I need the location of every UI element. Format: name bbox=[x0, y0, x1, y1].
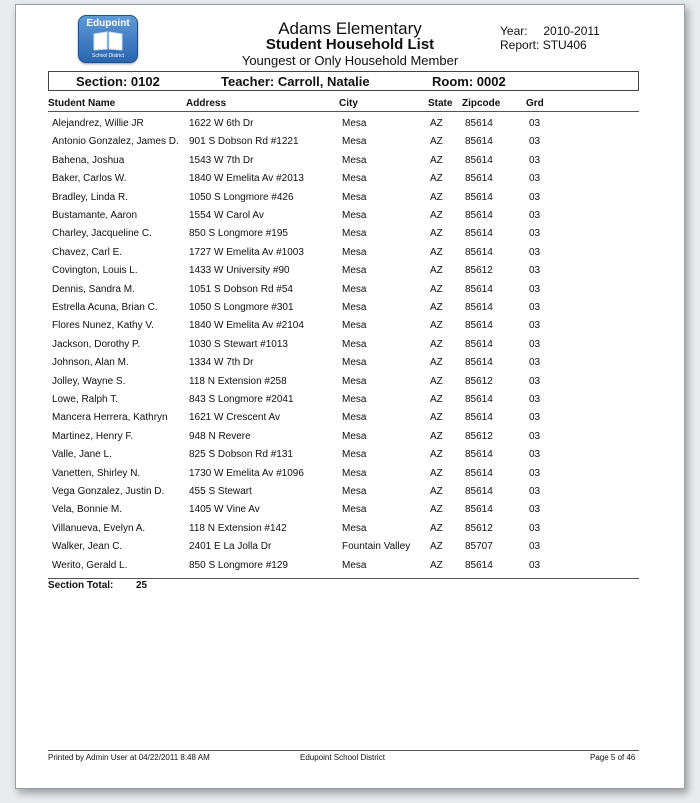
student-grade: 03 bbox=[529, 118, 541, 129]
table-row bbox=[16, 228, 684, 246]
student-address: 850 S Longmore #129 bbox=[189, 559, 288, 571]
student-grade: 03 bbox=[529, 357, 541, 369]
section-total-value: 25 bbox=[136, 580, 148, 591]
student-zip: 85614 bbox=[465, 559, 493, 571]
student-address: 1051 S Dobson Rd #54 bbox=[189, 283, 293, 295]
student-zip: 85612 bbox=[465, 430, 493, 442]
student-address: 2401 E La Jolla Dr bbox=[189, 541, 272, 553]
student-state: AZ bbox=[430, 394, 443, 405]
student-zip: 85614 bbox=[465, 504, 493, 516]
table-row bbox=[16, 136, 684, 154]
student-name: Bahena, Joshua bbox=[52, 154, 125, 166]
student-name: Martinez, Henry F. bbox=[52, 430, 134, 442]
header-divider bbox=[48, 111, 639, 112]
student-zip: 85614 bbox=[465, 228, 493, 240]
student-name: Estrella Acuna, Brian C. bbox=[52, 302, 158, 313]
student-grade: 03 bbox=[529, 154, 541, 166]
student-state: AZ bbox=[430, 430, 443, 442]
table-row bbox=[16, 560, 684, 578]
footer-page-number: Page 5 of 46 bbox=[590, 753, 636, 762]
table-row bbox=[16, 504, 684, 522]
report-subtitle: Youngest or Only Household Member bbox=[241, 53, 459, 68]
student-grade: 03 bbox=[529, 283, 541, 295]
student-grade: 03 bbox=[529, 265, 541, 277]
student-grade: 03 bbox=[529, 394, 541, 405]
table-row bbox=[16, 155, 684, 173]
student-address: 118 N Extension #258 bbox=[189, 375, 287, 387]
student-name: Bradley, Linda R. bbox=[52, 191, 128, 203]
column-header-zip: Zipcode bbox=[462, 98, 501, 109]
student-grade: 03 bbox=[529, 173, 541, 185]
student-zip: 85614 bbox=[465, 173, 493, 185]
student-state: AZ bbox=[430, 302, 443, 313]
table-row bbox=[16, 320, 684, 338]
student-city: Mesa bbox=[342, 154, 367, 166]
student-grade: 03 bbox=[529, 191, 541, 203]
student-name: Dennis, Sandra M. bbox=[52, 283, 135, 295]
student-grade: 03 bbox=[529, 302, 541, 313]
student-name: Johnson, Alan M. bbox=[52, 357, 129, 369]
student-state: AZ bbox=[430, 154, 443, 166]
student-zip: 85614 bbox=[465, 283, 493, 295]
student-state: AZ bbox=[430, 136, 443, 148]
student-name: Villanueva, Evelyn A. bbox=[52, 522, 146, 534]
student-grade: 03 bbox=[529, 136, 541, 148]
student-grade: 03 bbox=[529, 486, 541, 497]
column-header-address: Address bbox=[186, 98, 227, 109]
report-meta bbox=[500, 38, 587, 52]
student-zip: 85614 bbox=[465, 210, 493, 221]
student-zip: 85707 bbox=[465, 541, 493, 553]
student-name: Vega Gonzalez, Justin D. bbox=[52, 486, 165, 497]
student-name: Vanetten, Shirley N. bbox=[52, 467, 141, 479]
student-address: 1405 W Vine Av bbox=[189, 504, 260, 516]
student-address: 1030 S Stewart #1013 bbox=[189, 338, 288, 350]
column-header-name: Student Name bbox=[48, 98, 116, 109]
student-city: Mesa bbox=[342, 486, 367, 497]
table-row bbox=[16, 541, 684, 559]
student-state: AZ bbox=[430, 541, 443, 553]
student-zip: 85614 bbox=[465, 394, 493, 405]
student-address: 1050 S Longmore #426 bbox=[189, 191, 294, 203]
student-grade: 03 bbox=[529, 467, 541, 479]
report-label: Report: bbox=[500, 38, 540, 52]
year-label: Year: bbox=[500, 24, 528, 38]
student-grade: 03 bbox=[529, 504, 541, 516]
student-state: AZ bbox=[430, 265, 443, 277]
table-row bbox=[16, 247, 684, 265]
student-grade: 03 bbox=[529, 375, 541, 387]
student-address: 1554 W Carol Av bbox=[189, 210, 264, 221]
student-state: AZ bbox=[430, 449, 443, 461]
year-value: 2010-2011 bbox=[543, 24, 600, 38]
student-state: AZ bbox=[430, 357, 443, 369]
student-state: AZ bbox=[430, 375, 443, 387]
section-number: Section: 0102 bbox=[76, 74, 160, 89]
footer-printed-by: Printed by Admin User at 04/22/2011 8:48 AM bbox=[48, 753, 210, 762]
student-city: Mesa bbox=[342, 430, 367, 442]
student-address: 1621 W Crescent Av bbox=[189, 412, 280, 424]
student-address: 1050 S Longmore #301 bbox=[189, 302, 294, 313]
column-header-city: City bbox=[339, 98, 358, 109]
student-state: AZ bbox=[430, 210, 443, 221]
student-zip: 85614 bbox=[465, 246, 493, 258]
student-state: AZ bbox=[430, 486, 443, 497]
table-end-divider bbox=[48, 578, 639, 579]
year-meta bbox=[500, 24, 600, 38]
table-row bbox=[16, 523, 684, 541]
student-city: Fountain Valley bbox=[342, 541, 411, 553]
student-address: 948 N Revere bbox=[189, 430, 251, 442]
student-state: AZ bbox=[430, 412, 443, 424]
student-city: Mesa bbox=[342, 375, 367, 387]
table-row bbox=[16, 173, 684, 191]
student-grade: 03 bbox=[529, 430, 541, 442]
student-zip: 85614 bbox=[465, 357, 493, 369]
student-name: Vela, Bonnie M. bbox=[52, 504, 123, 516]
student-name: Mancera Herrera, Kathryn bbox=[52, 412, 168, 424]
table-row bbox=[16, 412, 684, 430]
student-zip: 85614 bbox=[465, 486, 493, 497]
student-name: Charley, Jacqueline C. bbox=[52, 228, 152, 240]
student-zip: 85614 bbox=[465, 302, 493, 313]
student-name: Werito, Gerald L. bbox=[52, 559, 128, 571]
student-city: Mesa bbox=[342, 191, 367, 203]
table-row bbox=[16, 192, 684, 210]
student-address: 455 S Stewart bbox=[189, 486, 252, 497]
student-grade: 03 bbox=[529, 210, 541, 221]
table-row bbox=[16, 210, 684, 228]
student-zip: 85612 bbox=[465, 265, 493, 277]
student-state: AZ bbox=[430, 467, 443, 479]
student-name: Valle, Jane L. bbox=[52, 449, 112, 461]
logo-brand-text: Edupoint bbox=[86, 18, 130, 29]
school-name: Adams Elementary bbox=[278, 19, 422, 38]
student-zip: 85612 bbox=[465, 375, 493, 387]
table-row bbox=[16, 394, 684, 412]
student-state: AZ bbox=[430, 504, 443, 516]
student-address: 843 S Longmore #2041 bbox=[189, 394, 294, 405]
student-grade: 03 bbox=[529, 559, 541, 571]
student-name: Jolley, Wayne S. bbox=[52, 375, 126, 387]
student-grade: 03 bbox=[529, 320, 541, 332]
student-address: 901 S Dobson Rd #1221 bbox=[189, 136, 299, 148]
student-state: AZ bbox=[430, 246, 443, 258]
student-state: AZ bbox=[430, 338, 443, 350]
student-city: Mesa bbox=[342, 246, 367, 258]
footer-divider bbox=[48, 750, 639, 751]
logo-sub-text: School District bbox=[92, 53, 124, 59]
student-address: 1730 W Emelita Av #1096 bbox=[189, 467, 304, 479]
table-row bbox=[16, 357, 684, 375]
student-zip: 85614 bbox=[465, 118, 493, 129]
student-city: Mesa bbox=[342, 136, 367, 148]
student-city: Mesa bbox=[342, 338, 367, 350]
student-name: Lowe, Ralph T. bbox=[52, 394, 118, 405]
table-row bbox=[16, 265, 684, 283]
student-state: AZ bbox=[430, 283, 443, 295]
student-city: Mesa bbox=[342, 210, 367, 221]
student-zip: 85614 bbox=[465, 320, 493, 332]
student-name: Flores Nunez, Kathy V. bbox=[52, 320, 154, 332]
student-zip: 85614 bbox=[465, 467, 493, 479]
student-state: AZ bbox=[430, 320, 443, 332]
teacher-name: Teacher: Carroll, Natalie bbox=[221, 74, 370, 89]
student-state: AZ bbox=[430, 228, 443, 240]
student-city: Mesa bbox=[342, 449, 367, 461]
student-zip: 85614 bbox=[465, 136, 493, 148]
student-address: 1840 W Emelita Av #2013 bbox=[189, 173, 304, 185]
student-city: Mesa bbox=[342, 412, 367, 424]
student-grade: 03 bbox=[529, 228, 541, 240]
student-name: Antonio Gonzalez, James D. bbox=[52, 136, 179, 148]
student-zip: 85614 bbox=[465, 338, 493, 350]
student-state: AZ bbox=[430, 118, 443, 129]
column-header-state: State bbox=[428, 98, 453, 109]
student-city: Mesa bbox=[342, 118, 367, 129]
student-name: Jackson, Dorothy P. bbox=[52, 338, 141, 350]
student-name: Covington, Louis L. bbox=[52, 265, 138, 277]
student-city: Mesa bbox=[342, 559, 367, 571]
student-address: 1622 W 6th Dr bbox=[189, 118, 254, 129]
student-address: 1727 W Emelita Av #1003 bbox=[189, 246, 304, 258]
student-city: Mesa bbox=[342, 173, 367, 185]
section-total-label: Section Total: bbox=[48, 580, 114, 591]
student-city: Mesa bbox=[342, 357, 367, 369]
student-zip: 85614 bbox=[465, 449, 493, 461]
student-address: 1334 W 7th Dr bbox=[189, 357, 254, 369]
student-grade: 03 bbox=[529, 412, 541, 424]
student-grade: 03 bbox=[529, 541, 541, 553]
student-city: Mesa bbox=[342, 265, 367, 277]
student-grade: 03 bbox=[529, 449, 541, 461]
table-row bbox=[16, 449, 684, 467]
table-row bbox=[16, 339, 684, 357]
student-city: Mesa bbox=[342, 283, 367, 295]
student-address: 1543 W 7th Dr bbox=[189, 154, 254, 166]
room-number: Room: 0002 bbox=[432, 74, 506, 89]
student-state: AZ bbox=[430, 173, 443, 185]
student-grade: 03 bbox=[529, 246, 541, 258]
footer-district: Edupoint School District bbox=[300, 753, 385, 762]
student-city: Mesa bbox=[342, 228, 367, 240]
student-city: Mesa bbox=[342, 302, 367, 313]
student-city: Mesa bbox=[342, 504, 367, 516]
student-state: AZ bbox=[430, 522, 443, 534]
student-zip: 85614 bbox=[465, 412, 493, 424]
student-grade: 03 bbox=[529, 522, 541, 534]
student-zip: 85612 bbox=[465, 522, 493, 534]
student-state: AZ bbox=[430, 191, 443, 203]
report-title: Student Household List bbox=[265, 36, 435, 53]
table-row bbox=[16, 302, 684, 320]
table-row bbox=[16, 486, 684, 504]
student-address: 118 N Extension #142 bbox=[189, 522, 287, 534]
section-info-box bbox=[48, 71, 639, 91]
student-name: Bustamante, Aaron bbox=[52, 210, 138, 221]
report-value: STU406 bbox=[542, 38, 587, 52]
student-state: AZ bbox=[430, 559, 443, 571]
table-row bbox=[16, 431, 684, 449]
student-city: Mesa bbox=[342, 394, 367, 405]
student-city: Mesa bbox=[342, 522, 367, 534]
table-row bbox=[16, 376, 684, 394]
student-zip: 85614 bbox=[465, 154, 493, 166]
student-city: Mesa bbox=[342, 467, 367, 479]
student-name: Alejandrez, Willie JR bbox=[52, 118, 144, 129]
student-name: Chavez, Carl E. bbox=[52, 246, 123, 258]
table-row bbox=[16, 284, 684, 302]
student-city: Mesa bbox=[342, 320, 367, 332]
student-address: 1840 W Emelita Av #2104 bbox=[189, 320, 304, 332]
student-grade: 03 bbox=[529, 338, 541, 350]
student-name: Baker, Carlos W. bbox=[52, 173, 127, 185]
column-header-grade: Grd bbox=[526, 98, 544, 109]
student-name: Walker, Jean C. bbox=[52, 541, 123, 553]
student-address: 1433 W University #90 bbox=[189, 265, 290, 277]
table-row bbox=[16, 468, 684, 486]
student-address: 825 S Dobson Rd #131 bbox=[189, 449, 293, 461]
report-page bbox=[15, 4, 685, 789]
section-total bbox=[48, 580, 148, 591]
student-zip: 85614 bbox=[465, 191, 493, 203]
table-row bbox=[16, 118, 684, 136]
student-address: 850 S Longmore #195 bbox=[189, 228, 288, 240]
